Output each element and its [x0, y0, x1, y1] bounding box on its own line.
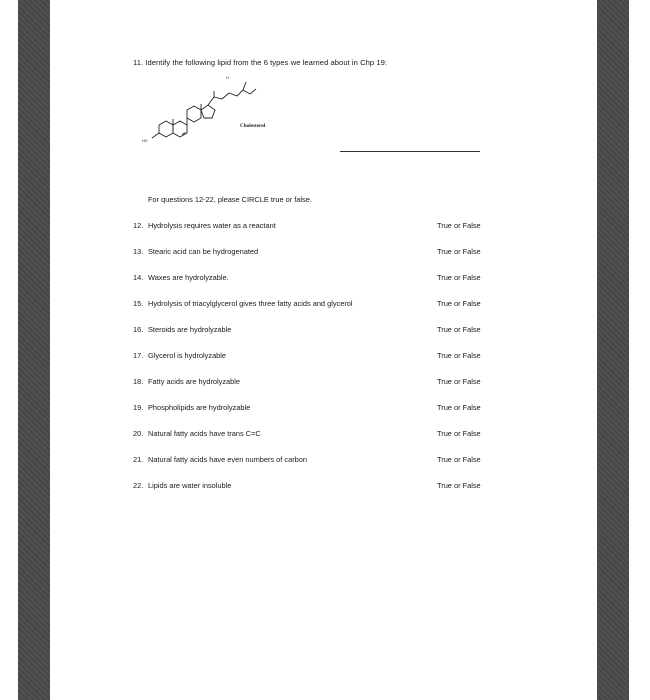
question-number: 12.: [133, 221, 144, 230]
question-row: [133, 221, 493, 231]
question-text: Glycerol is hydrolyzable: [148, 351, 227, 360]
question-row: [133, 403, 493, 413]
true-or-false-choice[interactable]: True or False: [437, 429, 481, 438]
question-row: [133, 325, 493, 335]
document-page: [50, 0, 597, 700]
question-row: [133, 429, 493, 439]
question-text: Natural fatty acids have even numbers of carbon: [148, 455, 307, 464]
true-or-false-choice[interactable]: True or False: [437, 325, 481, 334]
true-or-false-choice[interactable]: True or False: [437, 247, 481, 256]
question-number: 20.: [133, 429, 144, 438]
question-number: 18.: [133, 377, 144, 386]
question-number: 19.: [133, 403, 144, 412]
question-text: Waxes are hydrolyzable.: [148, 273, 229, 282]
question-text: Fatty acids are hydrolyzable: [148, 377, 241, 386]
true-or-false-choice[interactable]: True or False: [437, 455, 481, 464]
cholesterol-structure: [140, 72, 280, 147]
question-text: Hydrolysis of triacylglycerol gives three fatty acids and glycerol: [148, 299, 353, 308]
question-row: [133, 481, 493, 491]
question-row: [133, 247, 493, 257]
question-text: Hydrolysis requires water as a reactant: [148, 221, 276, 230]
question-number: 21.: [133, 455, 144, 464]
true-or-false-choice[interactable]: True or False: [437, 273, 481, 282]
question-number: 17.: [133, 351, 144, 360]
h-label: H: [226, 76, 229, 80]
question-row: [133, 273, 493, 283]
viewer-border-left: [18, 0, 50, 700]
answer-blank-line: [340, 151, 480, 152]
true-or-false-choice[interactable]: True or False: [437, 351, 481, 360]
question-number: 13.: [133, 247, 144, 256]
ho-label: HO: [142, 139, 148, 143]
question-11-prompt: 11. Identify the following lipid from the 6 types we learned about in Chp 19:: [133, 58, 388, 67]
instructions: For questions 12-22, please CIRCLE true or false.: [148, 195, 312, 204]
question-row: [133, 377, 493, 387]
question-number: 22.: [133, 481, 144, 490]
true-or-false-choice[interactable]: True or False: [437, 377, 481, 386]
question-number: 16.: [133, 325, 144, 334]
question-row: [133, 351, 493, 361]
question-text: Phospholipids are hydrolyzable: [148, 403, 251, 412]
true-or-false-choice[interactable]: True or False: [437, 221, 481, 230]
structure-label: Cholesterol: [240, 123, 266, 129]
true-or-false-choice[interactable]: True or False: [437, 299, 481, 308]
question-row: [133, 299, 493, 309]
question-number: 14.: [133, 273, 144, 282]
question-text: Steroids are hydrolyzable: [148, 325, 232, 334]
question-text: Lipids are water insoluble: [148, 481, 232, 490]
question-text: Natural fatty acids have trans C=C: [148, 429, 261, 438]
true-or-false-choice[interactable]: True or False: [437, 481, 481, 490]
true-or-false-choice[interactable]: True or False: [437, 403, 481, 412]
question-number: 15.: [133, 299, 144, 308]
viewer-border-right: [597, 0, 629, 700]
question-row: [133, 455, 493, 465]
question-text: Stearic acid can be hydrogenated: [148, 247, 259, 256]
